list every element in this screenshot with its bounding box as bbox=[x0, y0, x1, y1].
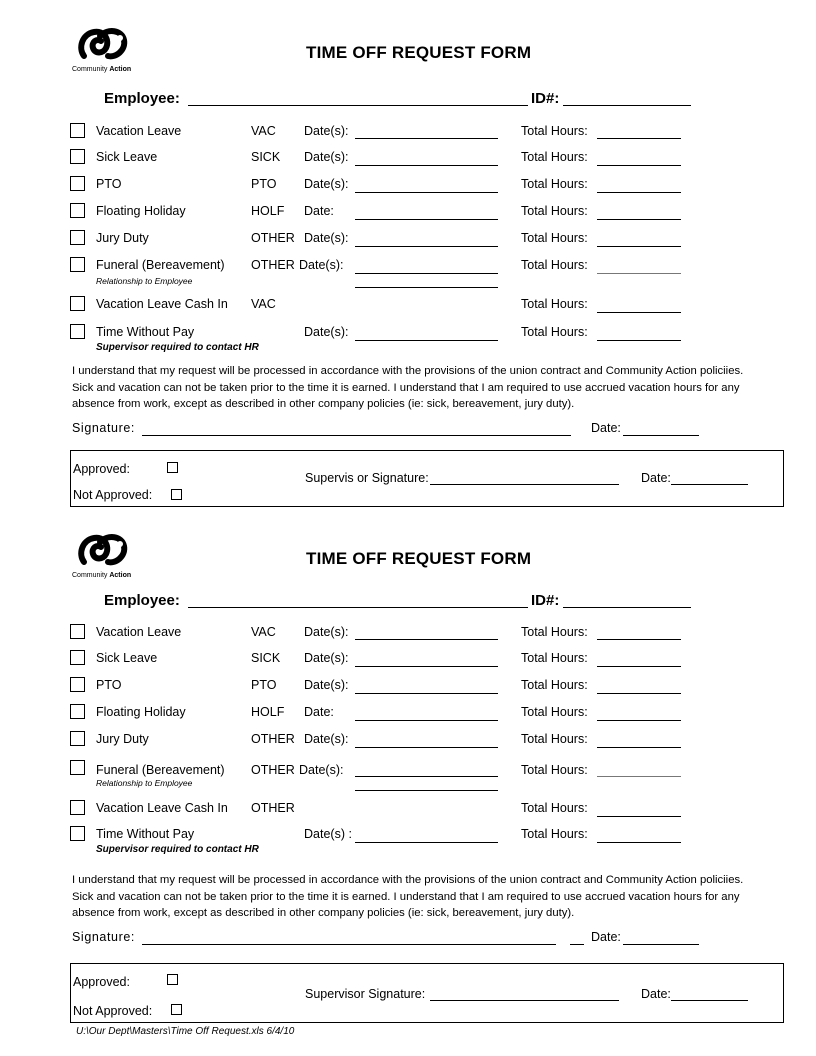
dates-label: Date(s): bbox=[304, 678, 349, 692]
total-hours-field[interactable] bbox=[597, 639, 681, 640]
leave-type-label: Floating Holiday bbox=[96, 705, 186, 719]
leave-row bbox=[0, 677, 816, 703]
leave-row bbox=[0, 826, 816, 855]
leave-code: OTHER bbox=[251, 801, 295, 815]
total-hours-field[interactable] bbox=[597, 842, 681, 843]
dates-label: Date(s): bbox=[299, 763, 344, 777]
leave-code: HOLF bbox=[251, 204, 285, 218]
leave-checkbox[interactable] bbox=[70, 731, 85, 746]
not-approved-label: Not Approved: bbox=[73, 488, 153, 502]
employee-label: Employee: bbox=[104, 90, 180, 107]
signature-field[interactable] bbox=[142, 944, 556, 945]
leave-type-label: Sick Leave bbox=[96, 150, 158, 164]
leave-code: VAC bbox=[251, 124, 276, 138]
logo-text: Community Action bbox=[72, 66, 132, 73]
total-hours-label: Total Hours: bbox=[521, 763, 588, 777]
leave-code: OTHER bbox=[251, 763, 295, 777]
leave-type-label: PTO bbox=[96, 678, 122, 692]
dates-label: Date(s): bbox=[304, 177, 349, 191]
approval-box bbox=[70, 963, 784, 1023]
leave-code: VAC bbox=[251, 297, 276, 311]
approved-checkbox[interactable] bbox=[167, 974, 178, 985]
dates-label: Date(s) : bbox=[304, 827, 352, 841]
leave-code: OTHER bbox=[251, 732, 295, 746]
dates-label: Date(s): bbox=[304, 150, 349, 164]
total-hours-label: Total Hours: bbox=[521, 651, 588, 665]
total-hours-label: Total Hours: bbox=[521, 732, 588, 746]
total-hours-label: Total Hours: bbox=[521, 204, 588, 218]
dates-field[interactable] bbox=[355, 842, 498, 843]
total-hours-label: Total Hours: bbox=[521, 625, 588, 639]
supervisor-signature-field[interactable] bbox=[430, 1000, 619, 1001]
total-hours-field[interactable] bbox=[597, 720, 681, 721]
leave-type-label: PTO bbox=[96, 177, 122, 191]
supervisor-date-label: Date: bbox=[641, 987, 671, 1001]
policy-statement: I understand that my request will be processed in accordance with the provisions of the union contract and Community Action policiies. Sick and vacation can not be taken prior to the time it is earned. I understand that I am required to use accrued vacation hours for any absence from work, except as described in other company policies (ie: sick, bereavement, jury duty). bbox=[72, 365, 744, 410]
employee-label: Employee: bbox=[104, 592, 180, 609]
supervisor-signature-label: Supervisor Signature: bbox=[305, 987, 426, 1001]
total-hours-label: Total Hours: bbox=[521, 801, 588, 815]
leave-code: HOLF bbox=[251, 705, 285, 719]
approved-label: Approved: bbox=[73, 975, 130, 989]
id-label: ID#: bbox=[531, 592, 560, 609]
employee-field[interactable] bbox=[188, 607, 528, 608]
dates-label: Date(s): bbox=[299, 258, 344, 272]
supervisor-note: Supervisor required to contact HR bbox=[96, 844, 259, 855]
total-hours-label: Total Hours: bbox=[521, 231, 588, 245]
leave-checkbox[interactable] bbox=[70, 704, 85, 719]
leave-type-label: Time Without Pay bbox=[96, 325, 195, 339]
total-hours-label: Total Hours: bbox=[521, 258, 588, 272]
relationship-label: Relationship to Employee bbox=[96, 778, 193, 788]
leave-code: SICK bbox=[251, 651, 281, 665]
leave-checkbox[interactable] bbox=[70, 826, 85, 841]
dates-field[interactable] bbox=[355, 666, 498, 667]
leave-checkbox[interactable] bbox=[70, 760, 85, 775]
leave-row bbox=[0, 760, 816, 786]
supervisor-signature-label: Supervis or Signature: bbox=[305, 471, 429, 485]
not-approved-checkbox[interactable] bbox=[171, 1004, 182, 1015]
leave-checkbox[interactable] bbox=[70, 677, 85, 692]
dates-label: Date(s): bbox=[304, 231, 349, 245]
leave-row bbox=[0, 650, 816, 676]
total-hours-field[interactable] bbox=[597, 747, 681, 748]
total-hours-field[interactable] bbox=[597, 666, 681, 667]
leave-code: SICK bbox=[251, 150, 281, 164]
dates-field[interactable] bbox=[355, 747, 498, 748]
dates-label: Date(s): bbox=[304, 732, 349, 746]
supervisor-note: Supervisor required to contact HR bbox=[96, 342, 259, 353]
leave-row bbox=[0, 704, 816, 730]
total-hours-label: Total Hours: bbox=[521, 150, 588, 164]
signature-field-extra bbox=[570, 944, 584, 945]
relationship-field[interactable] bbox=[355, 790, 498, 791]
leave-code: PTO bbox=[251, 678, 277, 692]
dates-label: Date(s): bbox=[304, 325, 349, 339]
community-action-logo bbox=[72, 532, 136, 584]
leave-type-label: Time Without Pay bbox=[96, 827, 195, 841]
leave-code: VAC bbox=[251, 625, 276, 639]
approved-label: Approved: bbox=[73, 462, 130, 476]
dates-field[interactable] bbox=[355, 639, 498, 640]
total-hours-label: Total Hours: bbox=[521, 705, 588, 719]
leave-code: OTHER bbox=[251, 231, 295, 245]
total-hours-label: Total Hours: bbox=[521, 325, 588, 339]
leave-type-label: Funeral (Bereavement) bbox=[96, 258, 225, 272]
id-label: ID#: bbox=[531, 90, 560, 107]
leave-type-label: Vacation Leave bbox=[96, 124, 182, 138]
leave-type-label: Vacation Leave Cash In bbox=[96, 801, 228, 815]
leave-row bbox=[0, 800, 816, 826]
leave-type-label: Sick Leave bbox=[96, 651, 158, 665]
supervisor-date-field[interactable] bbox=[671, 1000, 748, 1001]
total-hours-label: Total Hours: bbox=[521, 124, 588, 138]
logo-text: Community Action bbox=[72, 572, 132, 579]
leave-code: OTHER bbox=[251, 258, 295, 272]
total-hours-field[interactable] bbox=[597, 776, 681, 777]
logo-icon bbox=[76, 532, 130, 572]
leave-row bbox=[0, 731, 816, 757]
relationship-label: Relationship to Employee bbox=[96, 276, 193, 286]
date-label: Date: bbox=[304, 705, 334, 719]
leave-checkbox[interactable] bbox=[70, 624, 85, 639]
leave-row bbox=[0, 624, 816, 650]
dates-field[interactable] bbox=[355, 693, 498, 694]
dates-label: Date(s): bbox=[304, 651, 349, 665]
form-title: TIME OFF REQUEST FORM bbox=[306, 549, 532, 568]
date-label: Date: bbox=[591, 421, 621, 435]
date-label: Date: bbox=[304, 204, 334, 218]
file-path-footer: U:\Our Dept\Masters\Time Off Request.xls 6/4/10 bbox=[76, 1026, 295, 1037]
signature-label: Signature: bbox=[72, 421, 135, 435]
leave-checkbox[interactable] bbox=[70, 650, 85, 665]
policy-statement: I understand that my request will be processed in accordance with the provisions of the union contract and Community Action policiies. Sick and vacation can not be taken prior to the time it is earned. I understand that I am required to use accrued vacation hours for any absence from work, except as described in other company policies (ie: sick, bereavement, jury duty). bbox=[72, 874, 744, 919]
form-title: TIME OFF REQUEST FORM bbox=[306, 43, 532, 62]
total-hours-label: Total Hours: bbox=[521, 678, 588, 692]
id-field[interactable] bbox=[563, 607, 691, 608]
leave-type-label: Jury Duty bbox=[96, 732, 149, 746]
leave-type-label: Jury Duty bbox=[96, 231, 149, 245]
leave-type-label: Vacation Leave Cash In bbox=[96, 297, 228, 311]
total-hours-label: Total Hours: bbox=[521, 827, 588, 841]
leave-type-label: Funeral (Bereavement) bbox=[96, 763, 225, 777]
supervisor-date-label: Date: bbox=[641, 471, 671, 485]
leave-type-label: Floating Holiday bbox=[96, 204, 186, 218]
total-hours-label: Total Hours: bbox=[521, 177, 588, 191]
dates-label: Date(s): bbox=[304, 124, 349, 138]
leave-type-label: Vacation Leave bbox=[96, 625, 182, 639]
signature-label: Signature: bbox=[72, 930, 135, 944]
date-field[interactable] bbox=[355, 720, 498, 721]
date-label: Date: bbox=[591, 930, 621, 944]
total-hours-field[interactable] bbox=[597, 816, 681, 817]
dates-label: Date(s): bbox=[304, 625, 349, 639]
total-hours-field[interactable] bbox=[597, 693, 681, 694]
leave-code: PTO bbox=[251, 177, 277, 191]
dates-field[interactable] bbox=[355, 776, 498, 777]
not-approved-label: Not Approved: bbox=[73, 1004, 153, 1018]
date-field[interactable] bbox=[623, 944, 699, 945]
total-hours-label: Total Hours: bbox=[521, 297, 588, 311]
leave-checkbox[interactable] bbox=[70, 800, 85, 815]
